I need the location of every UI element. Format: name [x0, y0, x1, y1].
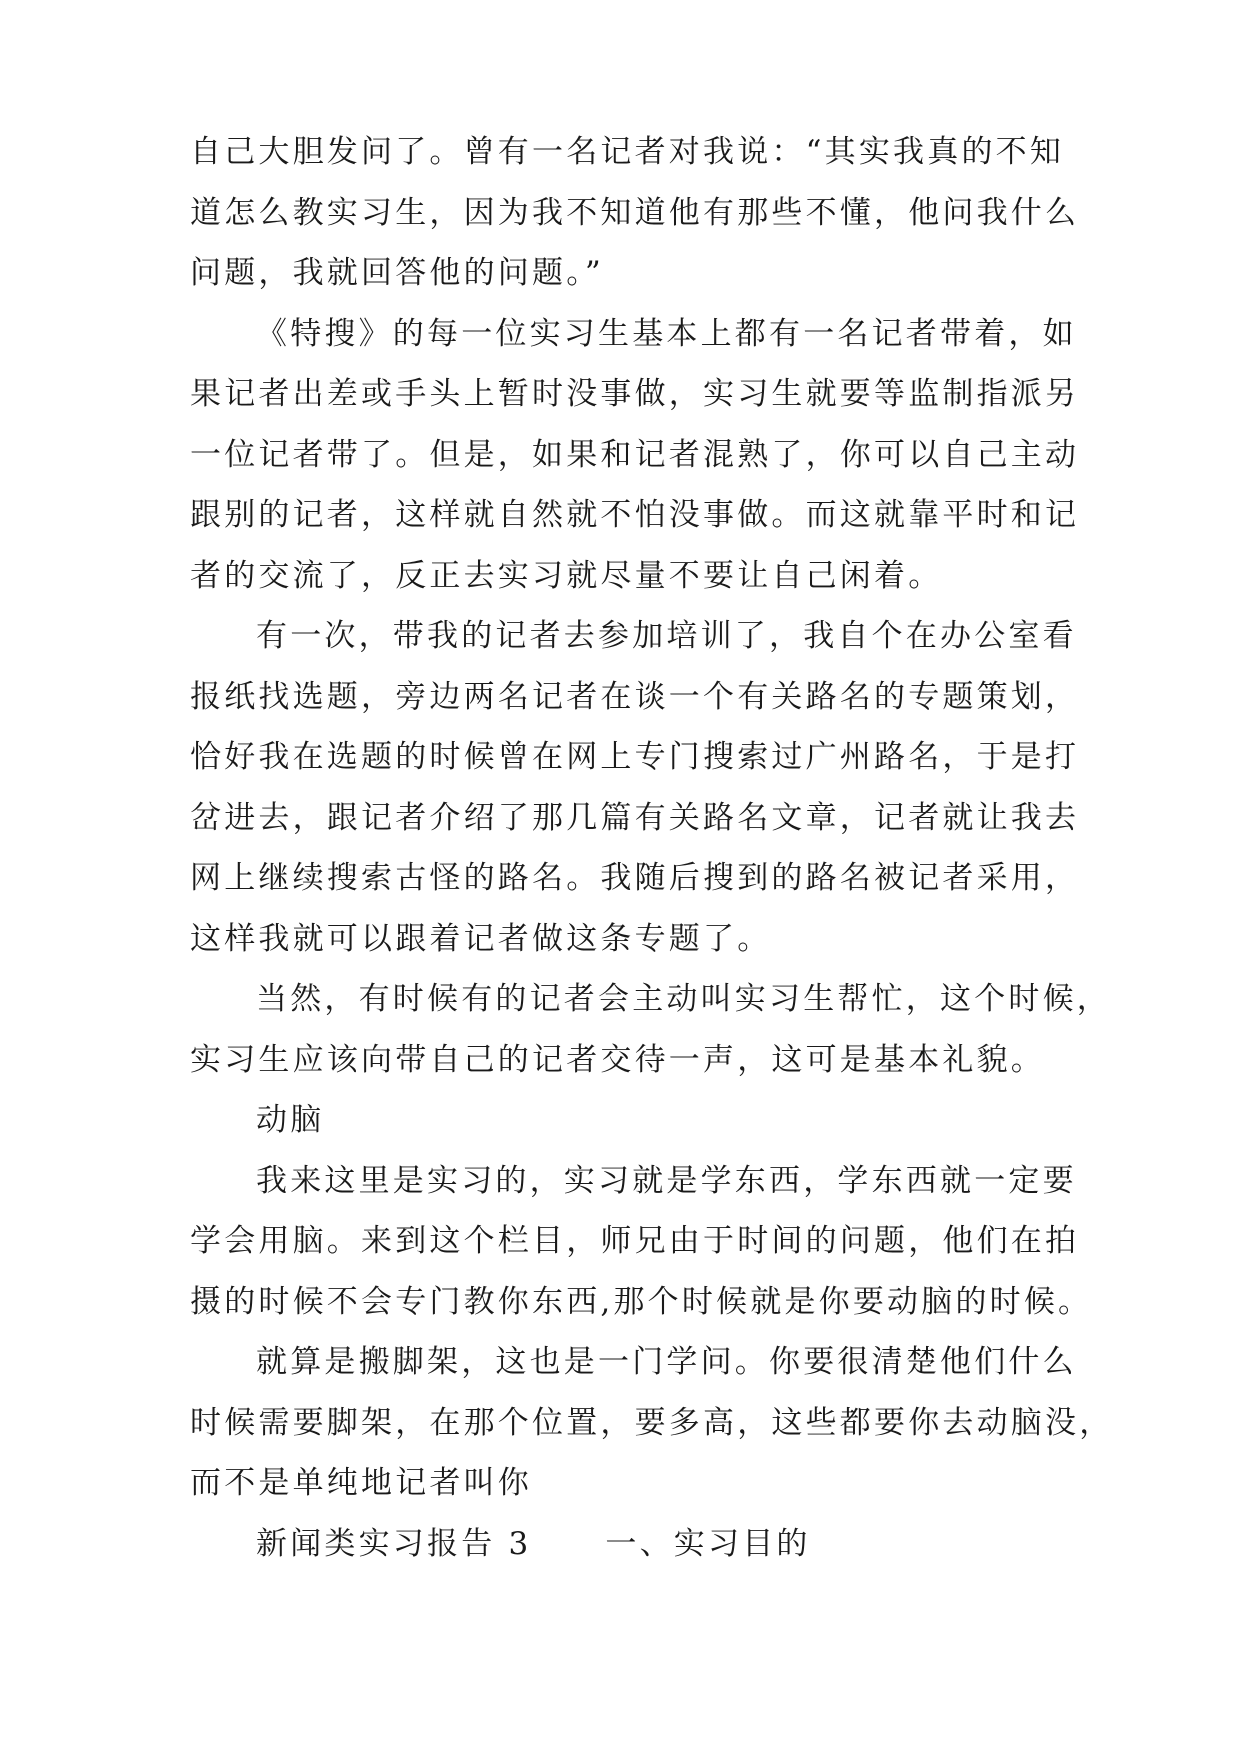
paragraph	[190, 606, 1080, 969]
text-line: 时候需要脚架，在那个位置，要多高，这些都要你去动脑没，	[190, 1404, 1114, 1441]
text-line: 有一次，带我的记者去参加培训了，我自个在办公室看	[256, 618, 1077, 654]
text-line: 自己大胆发问了。曾有一名记者对我说：“其实我真的不知	[190, 134, 1065, 170]
text-line: 当然，有时候有的记者会主动叫实习生帮忙，这个时候，	[256, 981, 1111, 1017]
text-line: 动脑	[256, 1102, 325, 1138]
paragraph	[190, 304, 1080, 607]
text-line: 我来这里是实习的，实习就是学东西，学东西就一定要	[256, 1162, 1077, 1199]
text-line: 一位记者带了。但是，如果和记者混熟了，你可以自己主动	[190, 436, 1080, 473]
section-heading	[190, 1090, 1070, 1151]
paragraph	[190, 122, 1080, 304]
paragraph	[190, 969, 1111, 1090]
text-line: 跟别的记者，这样就自然就不怕没事做。而这就靠平时和记	[190, 497, 1080, 533]
report-heading-line	[190, 1514, 1070, 1575]
text-line: 道怎么教实习生，因为我不知道他有那些不懂，他问我什么	[190, 194, 1080, 231]
text-line: 者的交流了，反正去实习就尽量不要让自己闲着。	[190, 557, 943, 594]
text-line: 网上继续搜索古怪的路名。我随后搜到的路名被记者采用，	[190, 860, 1080, 896]
report-title: 新闻类实习报告 3	[256, 1525, 532, 1562]
text-line: 学会用脑。来到这个栏目，师兄由于时间的问题，他们在拍	[190, 1223, 1080, 1259]
text-line: 果记者出差或手头上暂时没事做，实习生就要等监制指派另	[190, 376, 1080, 412]
text-line: 这样我就可以跟着记者做这条专题了。	[190, 920, 772, 957]
text-line: 实习生应该向带自己的记者交待一声，这可是基本礼貌。	[190, 1041, 1045, 1078]
paragraph	[190, 1151, 1093, 1333]
text-line: 岔进去，跟记者介绍了那几篇有关路名文章，记者就让我去	[190, 799, 1080, 836]
text-line: 问题，我就回答他的问题。”	[190, 255, 604, 291]
text-line: 而不是单纯地记者叫你	[190, 1465, 532, 1501]
text-line: 就算是搬脚架，这也是一门学问。你要很清楚他们什么	[256, 1344, 1077, 1380]
text-line: 恰好我在选题的时候曾在网上专门搜索过广州路名，于是打	[190, 739, 1080, 775]
section-title: 一、实习目的	[605, 1525, 811, 1562]
text-line: 《特搜》的每一位实习生基本上都有一名记者带着，如	[256, 315, 1077, 352]
text-line: 摄的时候不会专门教你东西,那个时候就是你要动脑的时候。	[190, 1283, 1093, 1320]
document-body	[190, 122, 1114, 1574]
text-line: 报纸找选题，旁边两名记者在谈一个有关路名的专题策划，	[190, 678, 1080, 715]
paragraph	[190, 1332, 1114, 1514]
